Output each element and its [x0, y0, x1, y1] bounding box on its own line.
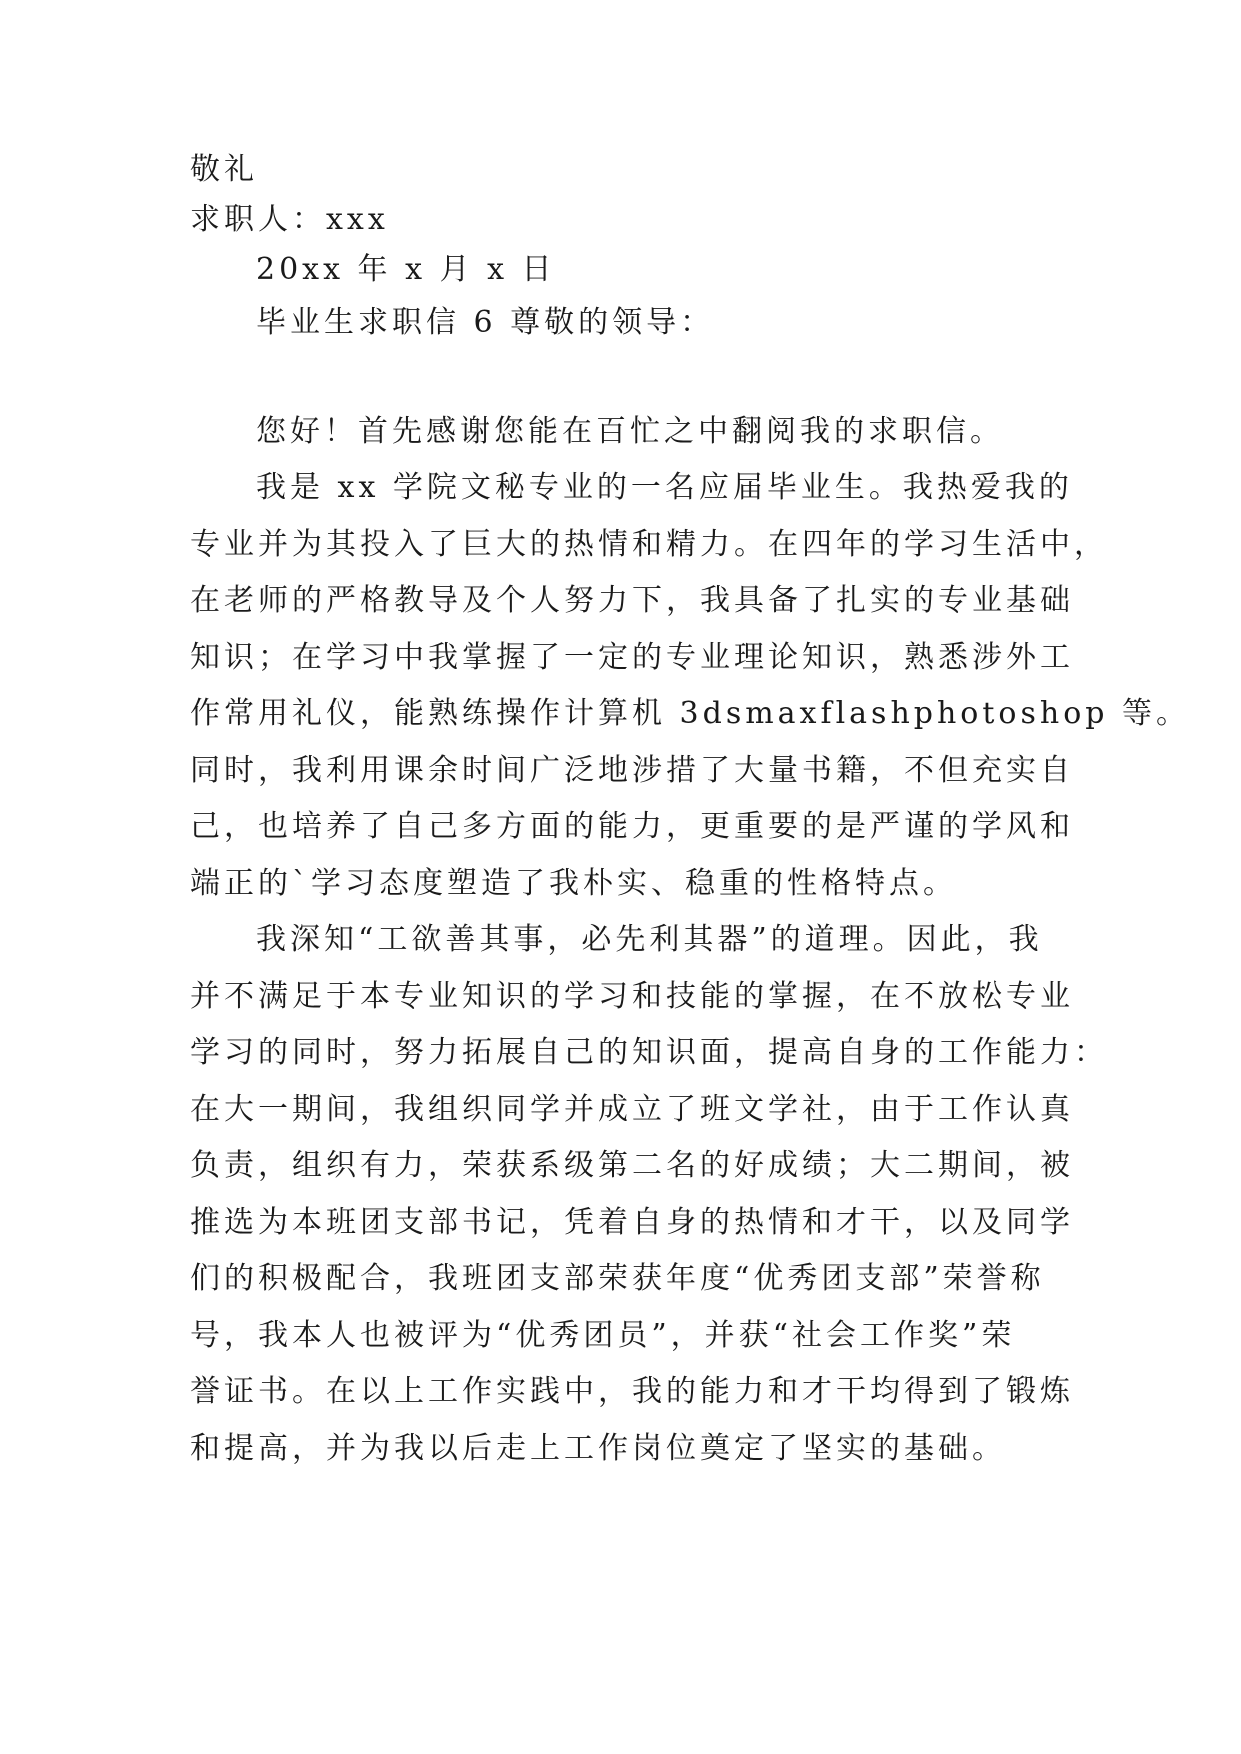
paragraph-line: 您好！首先感谢您能在百忙之中翻阅我的求职信。 — [256, 414, 1004, 449]
paragraph-line: 知识；在学习中我掌握了一定的专业理论知识，熟悉涉外工 — [190, 640, 1074, 675]
paragraph-line: 专业并为其投入了巨大的热情和精力。在四年的学习生活中， — [190, 527, 1108, 562]
paragraph-line: 在大一期间，我组织同学并成立了班文学社，由于工作认真 — [190, 1092, 1074, 1127]
paragraph-line: 们的积极配合，我班团支部荣获年度“优秀团支部”荣誉称 — [190, 1261, 1045, 1296]
paragraph-line: 号，我本人也被评为“优秀团员”，并获“社会工作奖”荣 — [190, 1318, 1016, 1353]
letter-heading: 毕业生求职信 6 尊敬的领导： — [256, 305, 715, 340]
paragraph-line: 己，也培养了自己多方面的能力，更重要的是严谨的学风和 — [190, 809, 1074, 844]
paragraph-line: 我是 xx 学院文秘专业的一名应届毕业生。我热爱我的 — [256, 470, 1073, 505]
paragraph-line: 学习的同时，努力拓展自己的知识面，提高自身的工作能力： — [190, 1035, 1108, 1070]
paragraph-line: 推选为本班团支部书记，凭着自身的热情和才干，以及同学 — [190, 1205, 1074, 1240]
paragraph-line: 在老师的严格教导及个人努力下，我具备了扎实的专业基础 — [190, 583, 1074, 618]
paragraph-line: 端正的`学习态度塑造了我朴实、稳重的性格特点。 — [190, 866, 957, 901]
paragraph-line: 负责，组织有力，荣获系级第二名的好成绩；大二期间，被 — [190, 1148, 1074, 1183]
paragraph-line: 并不满足于本专业知识的学习和技能的掌握，在不放松专业 — [190, 979, 1074, 1014]
paragraph-line: 作常用礼仪，能熟练操作计算机 3dsmaxflashphotoshop 等。 — [190, 696, 1190, 731]
letter-date: 20xx 年 x 月 x 日 — [256, 252, 556, 287]
paragraph-line: 同时，我利用课余时间广泛地涉措了大量书籍，不但充实自 — [190, 753, 1074, 788]
paragraph-line: 和提高，并为我以后走上工作岗位奠定了坚实的基础。 — [190, 1431, 1006, 1466]
applicant-signature: 求职人：xxx — [190, 202, 389, 237]
closing-salutation: 敬礼 — [190, 152, 258, 187]
paragraph-line: 我深知“工欲善其事，必先利其器”的道理。因此，我 — [256, 922, 1043, 957]
paragraph-line: 誉证书。在以上工作实践中，我的能力和才干均得到了锻炼 — [190, 1374, 1074, 1409]
